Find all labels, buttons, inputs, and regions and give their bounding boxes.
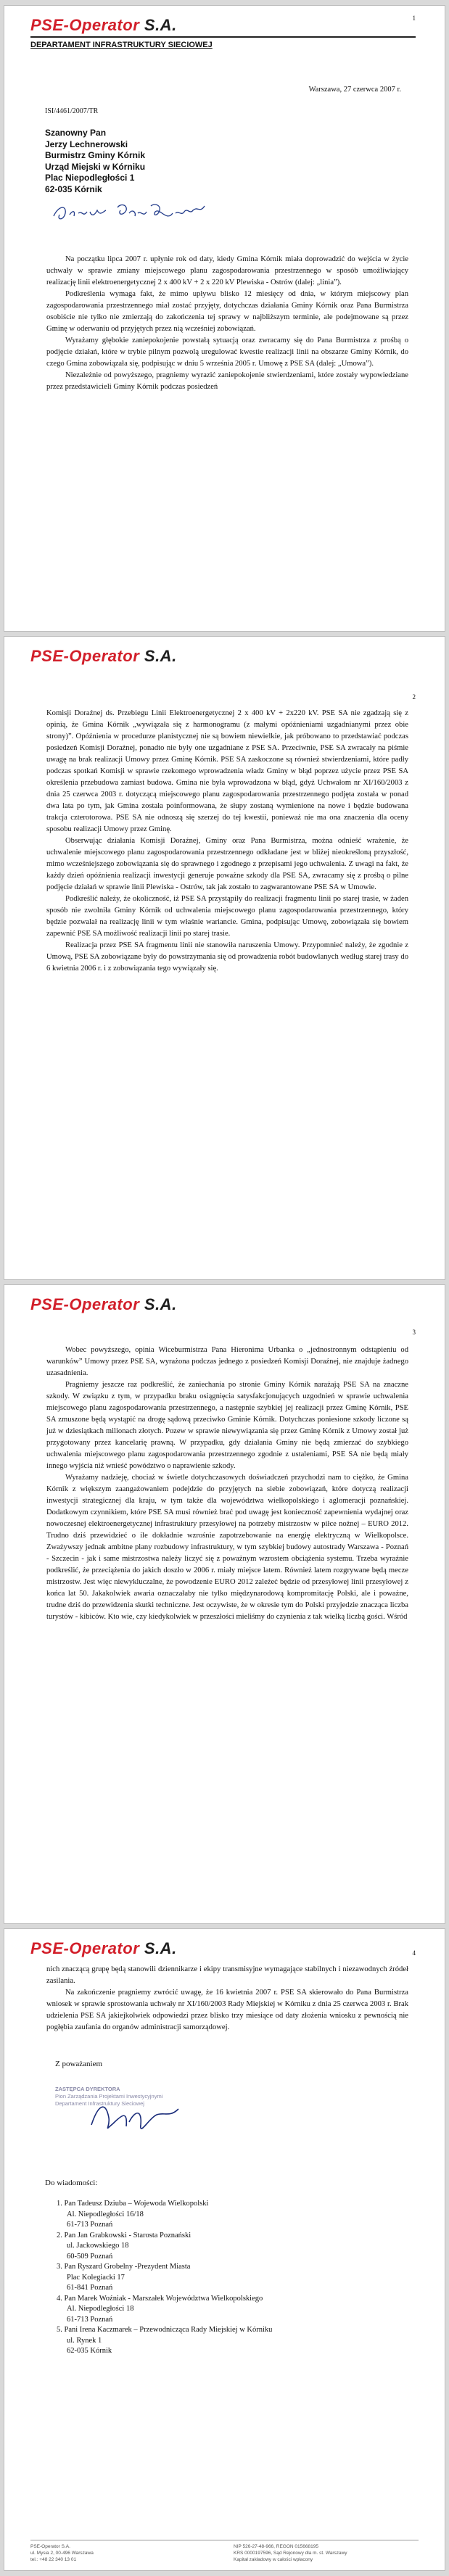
company-logo: PSE-Operator S.A. [30, 16, 177, 34]
letter-page-4 [4, 1929, 445, 2570]
handwritten-signature [84, 2096, 186, 2143]
body-paragraph: Podkreślić należy, że okoliczność, iż PSE SA przystąpiły do realizacji fragmentu linii po starej trasie, w żaden sposób nie zwolniła Gminy Kórnik od uchwalenia miejscowego planu zagospodarowania przestrzennego, który będzie pozwalał na realizację linii w tym właśnie wariancie. Gmina, podpisując Umowę, zobowiązała się bowiem zapewnić PSE SA możliwość realizacji linii po starej trasie. [46, 895, 408, 938]
letter-page-1 [4, 6, 445, 631]
footer-line: ul. Mysia 2, 00-496 Warszawa [30, 2551, 94, 2556]
recipient-line: Urząd Miejski w Kórniku [45, 161, 146, 172]
body-paragraph: nich znaczącą grupę będą stanowili dziennikarze i ekipy transmisyjne wymagające stabilnych i niezawodnych źródeł zasilania. [46, 1965, 408, 1985]
body-paragraph: Obserwując działania Komisji Doraźnej, Gminy oraz Pana Burmistrza, można odnieść wrażenie, że uchwalenie miejscowego planu zagospodarowania przestrzennego odkładane jest w bliżej nieokreśloną przyszłość, mimo wcześniejszego zobowiązania się do sprawnego i zgodnego z przepisami jego uchwalenia. Z uwagi na fakt, że każdy dzień opóźnienia realizacji inwestycji generuje poważne szkody dla PSE SA, zwracamy się z prośbą o pilne podjęcie działań w sprawie linii Plewiska - Ostrów, tak jak zostało to zagwarantowane PSE SA w Umowie. [46, 837, 408, 891]
recipient-line: Plac Niepodległości 1 [45, 173, 135, 183]
letter-page-3 [4, 1285, 445, 1923]
body-paragraph: Realizacja przez PSE SA fragmentu linii nie stanowiła naruszenia Umowy. Przypomnieć należy, że zgodnie z Umową, PSE SA zobowiązane były do powstrzymania się od prowadzenia robót budowlanych według starej trasy do 6 kwietnia 2006 r. i z zobowiązania tego wywiązały się. [46, 941, 408, 973]
letter-body-page-3 [46, 1345, 408, 1623]
stamp-line: Departament Infrastruktury Sieciowej [55, 2100, 144, 2107]
body-paragraph: Komisji Doraźnej ds. Przebiegu Linii Elektroenergetycznej 2 x 400 kV + 2x220 kV. PSE SA nie zgadzają się z opinią, że Gmina Kórnik „wywiązała się z harmonogramu (z małymi opóźnieniami uzgadnianymi przez obie strony)”. Opóźnienia w procedurze planistycznej nie są bowiem niewielkie, jak próbowano to przedstawiać podczas posiedzeń Komisji Doraźnej, ponadto nie były one uzgadniane z PSE SA. Przeciwnie, PSE SA zwracały na piśmie uwagę na brak realizacji Umowy przez Gminę Kórnik. PSE SA zaskoczone są również stwierdzeniami, które padły podczas spotkań Komisji w sprawie rzekomego wprowadzenia władz Gminy w błąd poprzez użycie przez PSE SA określenia przebudowa zamiast budowa. Gmina nie była wprowadzona w błąd, gdyż Uchwałom nr XI/160/2003 z dnia 25 czerwca 2003 r. dotyczącą miejscowego planu zagospodarowania przestrzennego podjęta została w ponad dwa lata po tym, jak Gmina została poinformowana, że słupy zostaną wymienione na nowe i będzie budowana trakcja czterotorowa. PSE SA nie odnoszą się szerzej do tej kwestii, ponieważ nie ma ona znaczenia dla oceny sposobu realizacji Umowy przez Gminę. [46, 709, 408, 833]
footer-line: KRS 0000197596, Sąd Rejonowy dla m. st. Warszawy [234, 2551, 347, 2556]
cc-item: 3. Pan Ryszard Grobelny -Prezydent Miasta Plac Kolegiacki 17 61-841 Poznań [57, 2263, 191, 2292]
body-paragraph: Wobec powyższego, opinia Wiceburmistrza Pana Hieronima Urbanka o „jednostronnym odstąpieniu od warunków” Umowy przez PSE SA, wyrażona podczas jednego z posiedzeń Komisji Doraźnej, nie znajduje żadnego uzasadnienia. [46, 1346, 408, 1377]
cc-list [57, 2199, 272, 2357]
page-number: 4 [412, 1949, 416, 1957]
cc-item: 4. Pan Marek Woźniak - Marszałek Województwa Wielkopolskiego Al. Niepodległości 18 61-713 Poznań [57, 2294, 263, 2324]
body-paragraph: Wyrażamy głębokie zaniepokojenie powstałą sytuacją oraz zwracamy się do Pana Burmistrza z prośbą o podjęcie działań, które w trybie pilnym pozwolą uregulować kwestie realizacji linii na obszarze Gminy Kórnik, do czego Gmina zobowiązała się, podpisując w dniu 5 września 2005 r. Umowę z PSE SA (dalej: „Umowa”). [46, 337, 408, 368]
footer-line: tel.: +48 22 340 13 01 [30, 2557, 77, 2562]
recipient-line: Jerzy Lechnerowski [45, 139, 128, 149]
page-number: 3 [412, 1329, 416, 1336]
department-title: DEPARTAMENT INFRASTRUKTURY SIECIOWEJ [30, 41, 213, 49]
letter-body-page-4 [46, 1964, 408, 2034]
cc-heading: Do wiadomości: [45, 2179, 98, 2187]
company-logo: PSE-Operator S.A. [30, 1295, 177, 1313]
body-paragraph: Niezależnie od powyższego, pragniemy wyrazić zaniepokojenie stwierdzeniami, które zostały wypowiedziane przez przedstawicieli Gminy Kórnik podczas posiedzeń [46, 371, 408, 391]
cc-item: 5. Pani Irena Kaczmarek – Przewodnicząca Rady Miejskiej w Kórniku ul. Rynek 1 62-035 Kórnik [57, 2326, 273, 2355]
place-date: Warszawa, 27 czerwca 2007 r. [308, 86, 401, 94]
footer-line: Kapitał zakładowy w całości wpłacony [234, 2557, 313, 2562]
body-paragraph: Wyrażamy nadzieję, chociaż w świetle dotychczasowych doświadczeń przychodzi nam to ciężko, że Gmina Kórnik z większym zaangażowaniem podejdzie do przyjętych na siebie zobowiązań, które dotyczą realizacji inwestycji strategicznej dla kraju, w tym także dla województwa wielkopolskiego i aglomeracji poznańskiej. Dodatkowym czynnikiem, które PSE SA musi również brać pod uwagę jest konieczność zapewnienia wydajnej oraz nowoczesnej elektroenergetycznej infrastruktury przesyłowej na potrzeby mistrzostw w piłce nożnej – EURO 2012. Trudno dziś przewidzieć o ile dokładnie wzrośnie zapotrzebowanie na energię elektryczną w Wielkopolsce. Zważywszy jednak ambitne plany rozbudowy infrastruktury, w tym szybkiej budowy autostrady Warszawa - Poznań - Szczecin - jak i same mistrzostwa należy liczyć się z poważnym wzrostem obciążenia systemu. Trzeba wyraźnie podkreślić, że przeciążenia do jakich doszło w 2006 r. miały miejsce latem. Również latem rozgrywane będą mecze mistrzostw. Jest więc niewykluczalne, że powodzenie EURO 2012 zależeć będzie od przesyłowej linii przesyłowej z końca lat 50. Jakakolwiek awaria oznaczałaby nie tylko międzynarodową kompromitację Polski, ale i poważne, trudne dziś do przewidzenia skutki techniczne. Jest oczywiste, że w okresie tym do Polski przyjedzie znacząca liczba turystów - kibiców. Kto wie, czy kiedykolwiek w przeszłości mieliśmy do czynienia z tak wielką liczbą gości. Wśród [46, 1474, 408, 1621]
letter-page-2 [4, 637, 445, 1279]
body-paragraph: Na początku lipca 2007 r. upłynie rok od daty, kiedy Gmina Kórnik miała doprowadzić do wejścia w życie uchwały w sprawie zmiany miejscowego planu zagospodarowania przestrzennego w sposób umożliwiający realizację linii elektroenergetycznej 2 x 400 kV + 2 x 220 kV Plewiska - Ostrów (dalej: „linia”). [46, 255, 408, 286]
letter-body-page-1 [46, 254, 408, 393]
stamp-line: Pion Zarządzania Projektami Inwestycyjnymi [55, 2093, 163, 2100]
cc-item: 2. Pan Jan Grabkowski - Starosta Poznański ul. Jackowskiego 18 60-509 Poznań [57, 2231, 191, 2261]
recipient-line: Szanowny Pan [45, 128, 107, 138]
company-logo: PSE-Operator S.A. [30, 1939, 177, 1957]
closing-phrase: Z poważaniem [55, 2060, 103, 2068]
page-number: 1 [412, 15, 416, 22]
page-number: 2 [412, 693, 416, 701]
recipient-line: 62-035 Kórnik [45, 183, 102, 194]
body-paragraph: Na zakończenie pragniemy zwrócić uwagę, że 16 kwietnia 2007 r. PSE SA skierowało do Pana Burmistrza wniosek w sprawie sprostowania uchwały nr XI/160/2003 Rady Miejskiej w Kórniku z dnia 25 czerwca 2003 r. Brak udzielenia PSE SA jakiejkolwiek odpowiedzi przez blisko trzy miesiące od daty złożenia wniosku z pewnością nie pogłębia zaufania do organów administracji samorządowej. [46, 1989, 408, 2031]
letter-body-page-2 [46, 708, 408, 975]
stamp-line: ZASTĘPCA DYREKTORA [55, 2086, 120, 2092]
handwritten-salutation [51, 200, 218, 228]
company-footer [30, 2540, 419, 2562]
reference-number: ISI/4461/2007/TR [45, 107, 99, 115]
header-rule [30, 36, 416, 38]
body-paragraph: Podkreślenia wymaga fakt, że mimo upływu blisko 12 miesięcy od dnia, w którym miejscowy plan zagospodarowania przestrzennego miał zostać przyjęty, dotychczas działania Gminy Kórnik oraz Pana Burmistrza osobiście nie tylko nie zmierzają do zakończenia tej sprawy w najbliższym terminie, ale podejmowane są przez Gminę w oderwaniu od przyjętych przez nią wcześniej zobowiązań. [46, 290, 408, 333]
cc-item: 1. Pan Tadeusz Dziuba – Wojewoda Wielkopolski Al. Niepodległości 16/18 61-713 Poznań [57, 2200, 209, 2229]
recipient-address [45, 128, 145, 195]
body-paragraph: Pragniemy jeszcze raz podkreślić, że zaniechania po stronie Gminy Kórnik narażają PSE SA na znaczne szkody. W związku z tym, w przypadku braku osiągnięcia satysfakcjonujących uzgodnień w sprawie uchwalenia miejscowego planu zagospodarowania przestrzennego, a następnie szybkiej jej realizacji przez Gminę Kórnik, PSE SA zmuszone będą wystąpić na drogę sądową przeciwko Gminie Kórnik. Dotychczas poniesione szkody liczone są już w dziesiątkach milionach złotych. Pozew w sprawie niewywiązania się przez Gminę Kórnik z Umowy został już przygotowany przez kancelarię prawną. W przypadku, gdy działania Gminy nie będą zmierzać do szybkiego uchwalenia miejscowego planu zagospodarowania przestrzennego zgodnie z ustaleniami, PSE SA nie będą miały innego wyjścia niż wnieść powództwo o naprawienie szkody. [46, 1381, 408, 1470]
recipient-line: Burmistrz Gminy Kórnik [45, 150, 146, 160]
footer-line: NIP 526-27-48-966, REGON 015668195 [234, 2544, 318, 2549]
company-logo: PSE-Operator S.A. [30, 647, 177, 665]
footer-line: PSE-Operator S.A. [30, 2544, 70, 2549]
